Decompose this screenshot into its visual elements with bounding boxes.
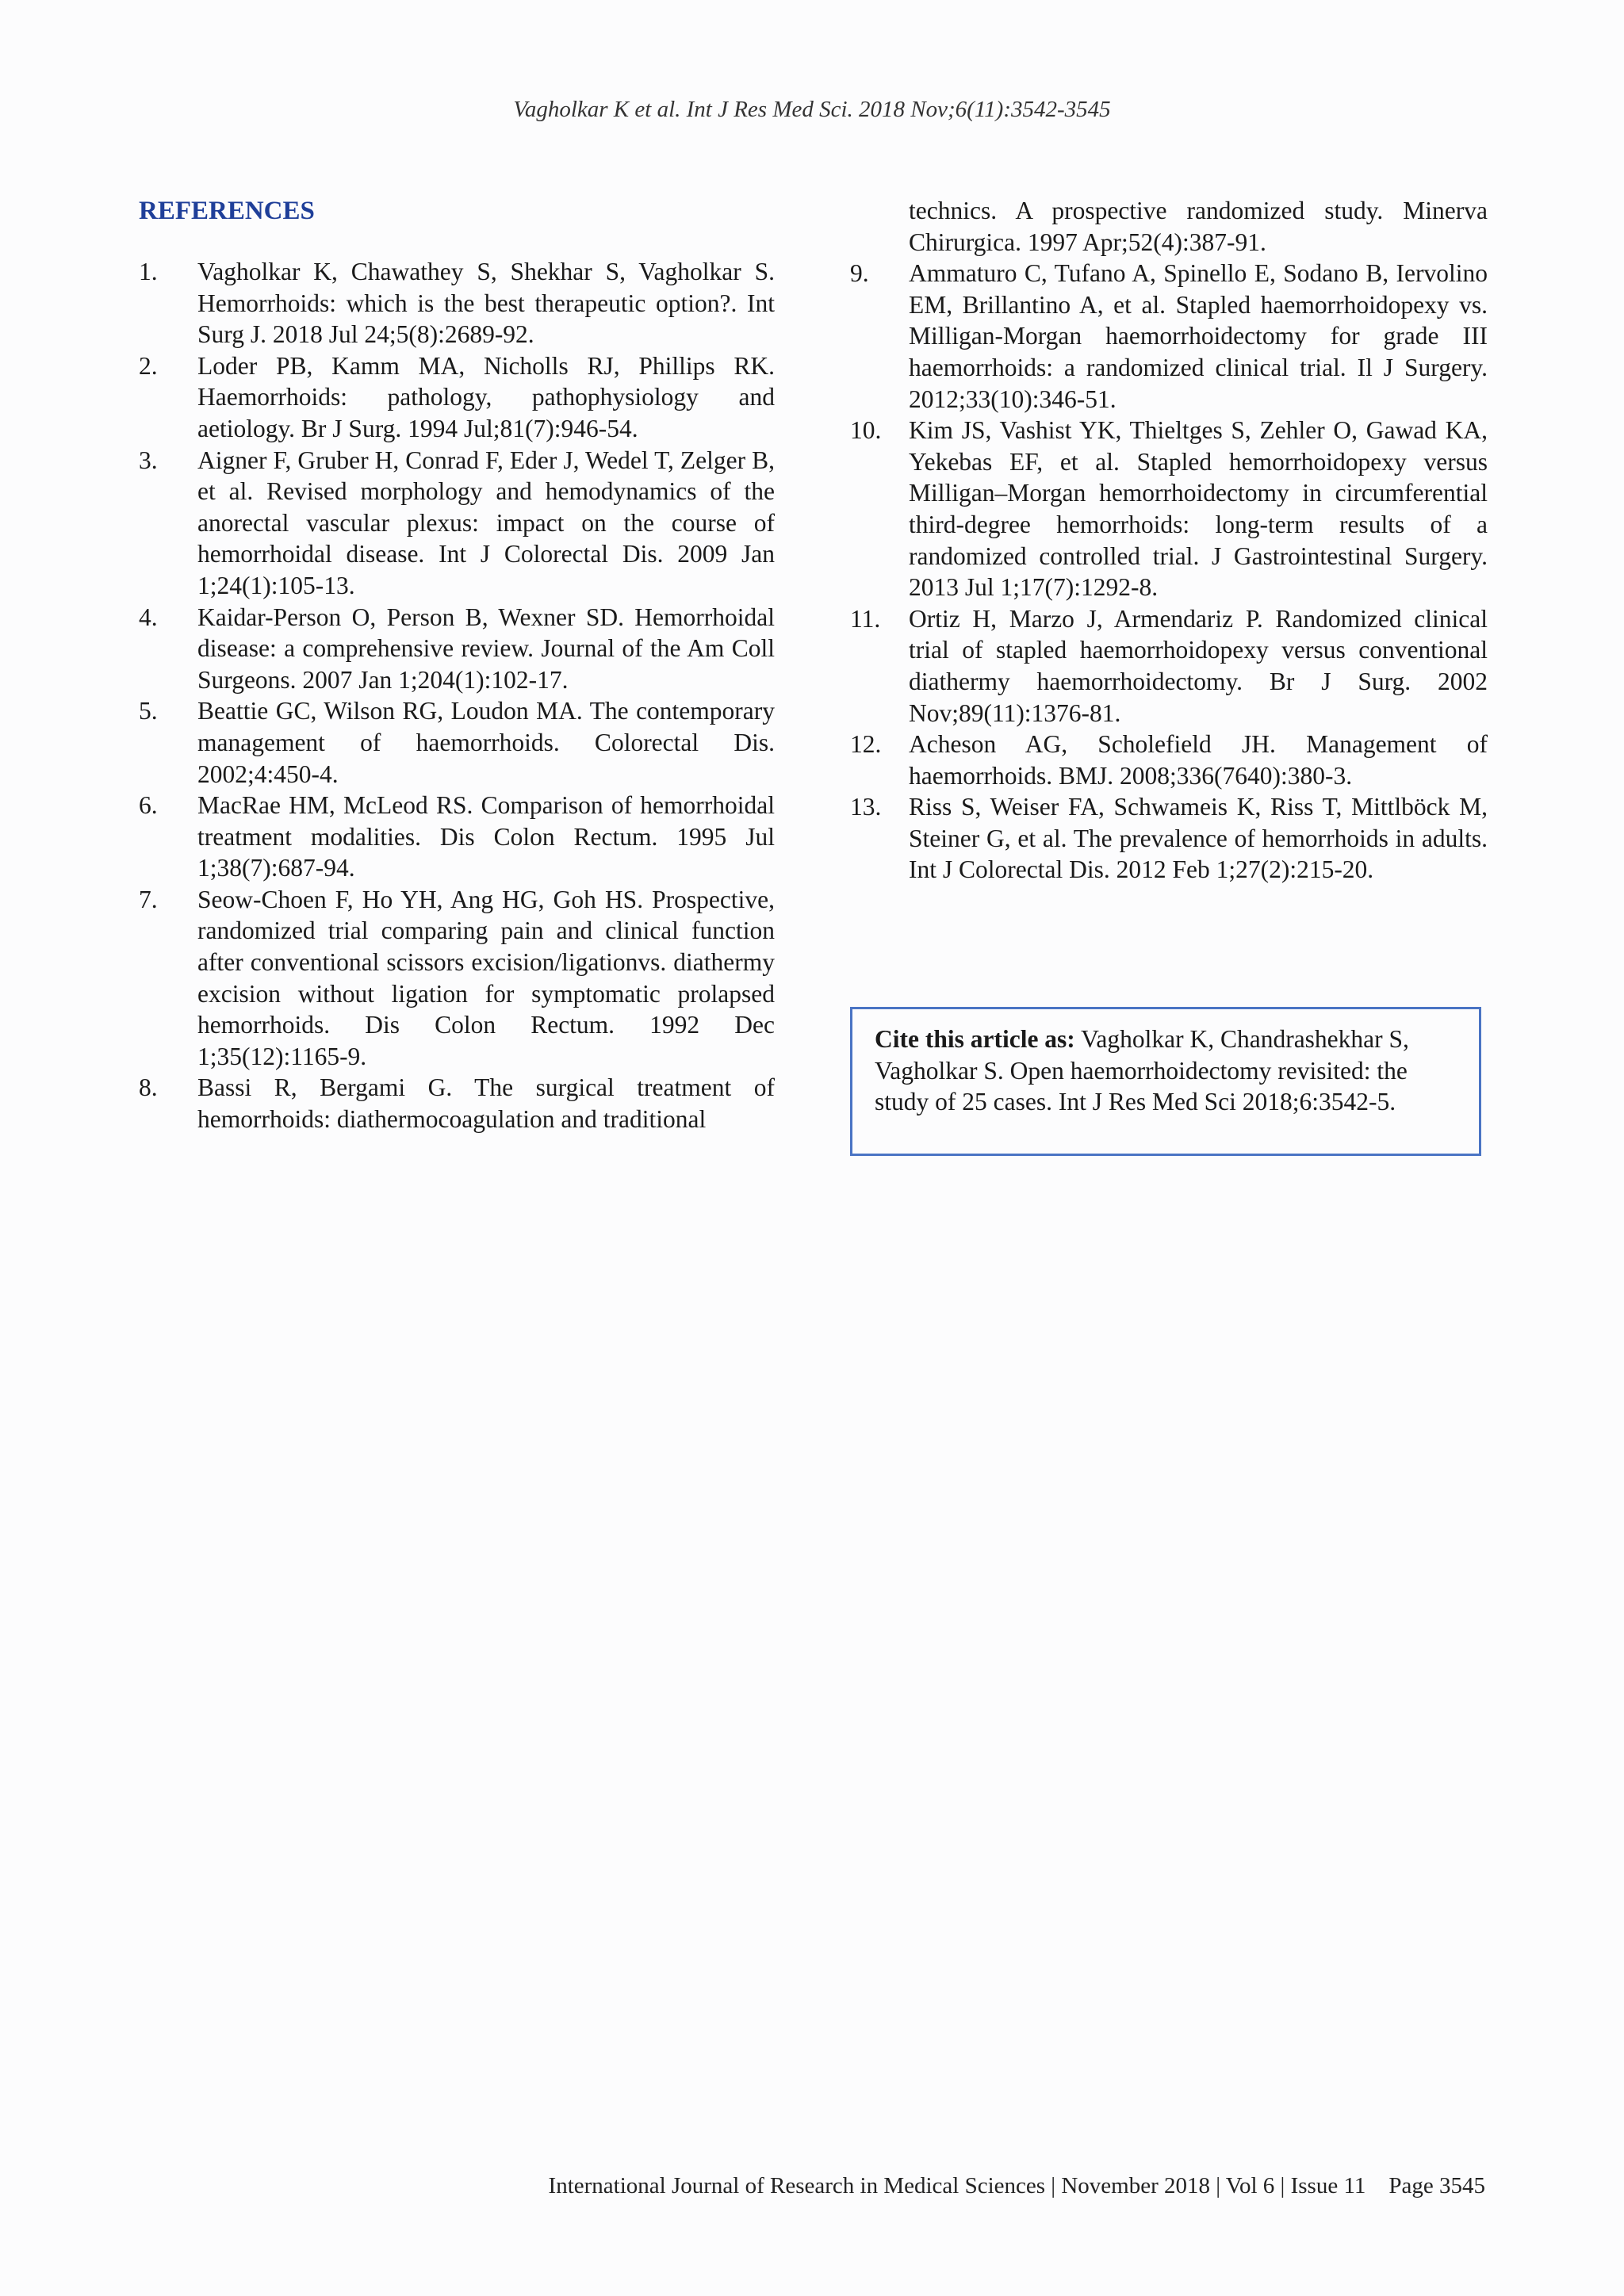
reference-text: Ammaturo C, Tufano A, Spinello E, Sodano B, Iervolino EM, Brillantino A, et al. Stapled haemorrhoidopexy vs. Milligan-Morgan haemorrhoidectomy for grade III haemorrhoids: a randomized clinical trial. Il J Surgery. 2012;33(10):346-51. [909,259,1488,413]
page-footer: International Journal of Research in Medical Sciences | November 2018 | Vol 6 | Issue 11 Page 3545 [548,2173,1485,2198]
reference-item [139,1072,775,1135]
reference-number: 12. [850,730,882,759]
reference-text: Acheson AG, Scholefield JH. Management of haemorrhoids. BMJ. 2008;336(7640):380-3. [909,730,1488,790]
reference-number: 10. [850,416,882,445]
reference-text: Vagholkar K, Chawathey S, Shekhar S, Vagholkar S. Hemorrhoids: which is the best therapeutic option?. Int Surg J. 2018 Jul 24;5(8):2689-92. [197,258,775,349]
reference-number: 2. [139,351,158,380]
reference-item [139,884,775,1073]
reference-text: Aigner F, Gruber H, Conrad F, Eder J, Wedel T, Zelger B, et al. Revised morphology and hemodynamics of the anorectal vascular plexus: impact on the course of hemorrhoidal disease. Int J Colorectal Dis. 2009 Jan 1;24(1):105-13. [197,446,775,599]
cite-article-box [850,1007,1481,1156]
reference-item [850,415,1488,603]
reference-text: Beattie GC, Wilson RG, Loudon MA. The contemporary management of haemorrhoids. Colorectal Dis. 2002;4:450-4. [197,697,775,788]
reference-item [139,256,775,350]
reference-item [139,695,775,790]
reference-item [850,603,1488,729]
reference-number: 1. [139,258,158,285]
reference-number: 11. [850,604,881,633]
reference-list-left [139,256,775,1135]
cite-label: Cite this article as: [875,1025,1075,1053]
running-header: Vagholkar K et al. Int J Res Med Sci. 2018 Nov;6(11):3542-3545 [513,97,1111,122]
reference-text: Seow-Choen F, Ho YH, Ang HG, Goh HS. Prospective, randomized trial comparing pain and clinical function after conventional scissors excision/ligationvs. diathermy excision without ligation for symptomatic prolapsed hemorrhoids. Dis Colon Rectum. 1992 Dec 1;35(12):1165-9. [197,885,775,1070]
reference-number: 8. [139,1073,158,1102]
reference-text: Ortiz H, Marzo J, Armendariz P. Randomized clinical trial of stapled haemorrhoidopexy versus conventional diathermy haemorrhoidectomy. Br J Surg. 2002 Nov;89(11):1376-81. [909,604,1488,727]
reference-text: Bassi R, Bergami G. The surgical treatment of hemorrhoids: diathermocoagulation and traditional [197,1073,775,1134]
reference-number: 9. [850,259,869,288]
reference-number: 7. [139,885,158,913]
reference-text: Riss S, Weiser FA, Schwameis K, Riss T, Mittlböck M, Steiner G, et al. The prevalence of hemorrhoids in adults. Int J Colorectal Dis. 2012 Feb 1;27(2):215-20. [909,793,1488,884]
reference-item [139,602,775,696]
reference-item [850,729,1488,791]
cite-text: Vagholkar K, Chandrashekhar S, Vagholkar S. Open haemorrhoidectomy revisited: the study of 25 cases. Int J Res Med Sci 2018;6:3542-5. [875,1025,1409,1116]
reference-number: 4. [139,603,158,631]
reference-text: Kim JS, Vashist YK, Thieltges S, Zehler O, Gawad KA, Yekebas EF, et al. Stapled hemorrhoidopexy versus Milligan–Morgan hemorrhoidectomy in circumferential third-degree hemorrhoids: long-term results of a randomized controlled trial. J Gastrointestinal Surgery. 2013 Jul 1;17(7):1292-8. [909,416,1488,602]
reference-item [850,258,1488,415]
references-left-column [139,195,775,1135]
reference-list-right [850,258,1488,886]
reference-number: 3. [139,446,158,474]
reference-item [139,445,775,602]
reference-number: 6. [139,791,158,820]
references-heading: REFERENCES [139,197,315,225]
reference-text: Kaidar-Person O, Person B, Wexner SD. Hemorrhoidal disease: a comprehensive review. Journal of the Am Coll Surgeons. 2007 Jan 1;204(1):102-17. [197,603,775,694]
reference-item [139,790,775,884]
reference-number: 5. [139,697,158,725]
reference-text: MacRae HM, McLeod RS. Comparison of hemorrhoidal treatment modalities. Dis Colon Rectum. 1995 Jul 1;38(7):687-94. [197,791,775,882]
reference-item [139,350,775,445]
reference-item [850,791,1488,886]
reference-8-continuation: technics. A prospective randomized study. Minerva Chirurgica. 1997 Apr;52(4):387-91. [909,197,1488,256]
references-right-column [850,195,1488,886]
reference-text: Loder PB, Kamm MA, Nicholls RJ, Phillips RK. Haemorrhoids: pathology, pathophysiology and aetiology. Br J Surg. 1994 Jul;81(7):946-54. [197,351,775,442]
reference-number: 13. [850,793,882,821]
